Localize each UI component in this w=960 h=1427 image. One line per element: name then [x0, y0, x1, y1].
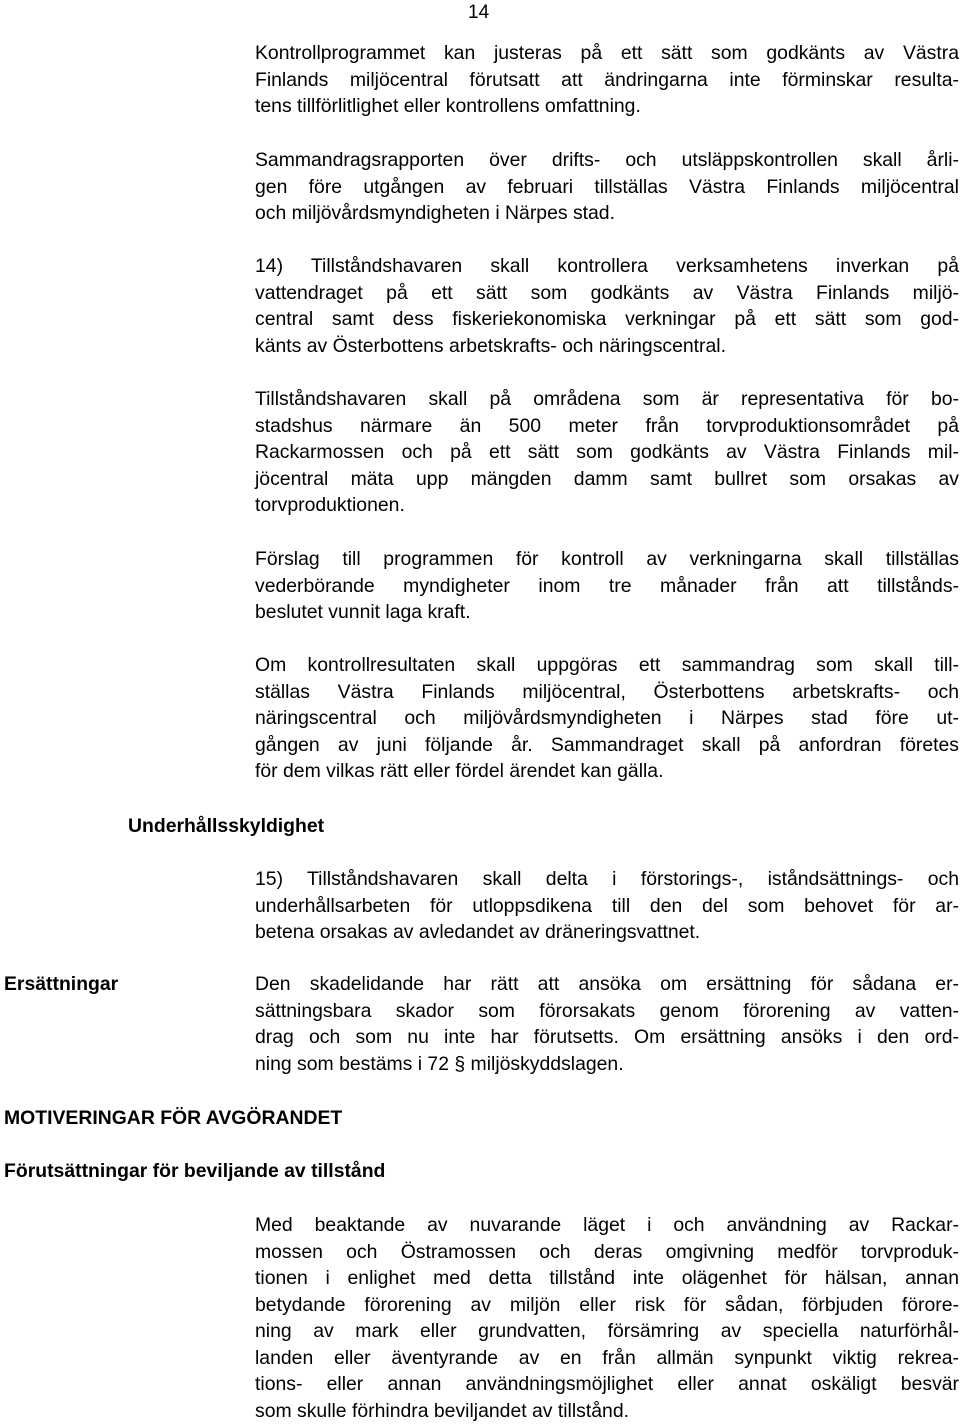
- text-line: drag och som nu inte har förutsetts. Om ersättning ansöks i den ord-: [255, 1026, 959, 1048]
- paragraph-item-14: [255, 253, 959, 359]
- text-line: tionen i enlighet med detta tillstånd inte olägenhet för hälsan, annan: [255, 1267, 959, 1289]
- section-heading-motiveringar: MOTIVERINGAR FÖR AVGÖRANDET: [4, 1107, 343, 1129]
- paragraph-forslag: [255, 546, 959, 626]
- text-line: stadshus närmare än 500 meter från torvproduktionsområdet på: [255, 414, 959, 437]
- text-line: ning som bestäms i 72 § miljöskyddslagen.: [255, 1052, 624, 1075]
- text-line: torvproduktionen.: [255, 494, 405, 516]
- text-line: Den skadelidande har rätt att ansöka om ersättning för sådana er-: [255, 973, 959, 995]
- section-heading-forutsattningar: Förutsättningar för beviljande av tillstånd: [4, 1160, 386, 1182]
- text-line: jöcentral mäta upp mängden damm samt bullret som orsakas av: [255, 467, 959, 490]
- text-line: vattendraget på ett sätt som godkänts av Västra Finlands miljö-: [255, 281, 959, 304]
- text-line: Finlands miljöcentral förutsatt att ändringarna inte förminskar resulta-: [255, 68, 959, 91]
- text-line: som skulle förhindra beviljandet av tillstånd.: [255, 1399, 629, 1422]
- text-line: central samt dess fiskeriekonomiska verkningar på ett sätt som god-: [255, 308, 959, 330]
- text-line: och miljövårdsmyndigheten i Närpes stad.: [255, 202, 615, 224]
- text-line: tens tillförlitlighet eller kontrollens omfattning.: [255, 95, 641, 117]
- paragraph-kontrollresultat: [255, 652, 959, 785]
- text-line: Kontrollprogrammet kan justeras på ett sätt som godkänts av Västra: [255, 42, 959, 64]
- text-line: sättningsbara skador som förorsakats genom förorening av vatten-: [255, 999, 959, 1022]
- text-line: Sammandragsrapporten över drifts- och utsläppskontrollen skall årli-: [255, 149, 959, 171]
- paragraph-kontrollprogram: [255, 40, 959, 120]
- text-line: ställas Västra Finlands miljöcentral, Österbottens arbetskrafts- och: [255, 680, 959, 703]
- section-heading-underhallsskyldighet: Underhållsskyldighet: [128, 815, 325, 837]
- text-line: mossen och Östramossen och deras omgivning medför torvproduk-: [255, 1240, 959, 1263]
- text-line: 14) Tillståndshavaren skall kontrollera verksamhetens inverkan på: [255, 255, 959, 277]
- text-line: betena orsakas av avledandet av dräneringsvattnet.: [255, 921, 701, 943]
- paragraph-sammandragsrapport: [255, 147, 959, 227]
- text-line: gången av juni följande år. Sammandraget skall på anfordran företes: [255, 733, 959, 756]
- text-line: landen eller äventyrande av en från allmän synpunkt viktig rekrea-: [255, 1346, 959, 1369]
- text-line: beslutet vunnit laga kraft.: [255, 601, 471, 623]
- text-line: känts av Österbottens arbetskrafts- och näringscentral.: [255, 334, 726, 357]
- text-line: ning av mark eller grundvatten, försämring av speciella naturförhål-: [255, 1320, 959, 1342]
- text-line: för dem vilkas rätt eller fördel ärendet kan gälla.: [255, 760, 664, 782]
- text-line: Förslag till programmen för kontroll av verkningarna skall tillställas: [255, 548, 959, 570]
- page-number: 14: [468, 2, 490, 23]
- text-line: underhållsarbeten för utloppsdikena till den del som behovet för ar-: [255, 894, 959, 917]
- text-line: Med beaktande av nuvarande läget i och användning av Rackar-: [255, 1214, 959, 1236]
- text-line: Tillståndshavaren skall på områdena som är representativa för bo-: [255, 388, 959, 410]
- text-line: Rackarmossen och på ett sätt som godkänts av Västra Finlands mil-: [255, 441, 959, 463]
- paragraph-med-beaktande: [255, 1212, 959, 1424]
- paragraph-ersattning: [255, 971, 959, 1077]
- section-heading-ersattningar: Ersättningar: [4, 973, 119, 995]
- text-line: vederbörande myndigheter inom tre månader från att tillstånds-: [255, 574, 959, 597]
- text-line: tions- eller annan användningsmöjlighet eller annat oskäligt besvär: [255, 1373, 959, 1395]
- text-line: näringscentral och miljövårdsmyndigheten i Närpes stad före ut-: [255, 707, 959, 729]
- text-line: Om kontrollresultaten skall uppgöras ett sammandrag som skall till-: [255, 654, 959, 676]
- paragraph-item-15: [255, 866, 959, 946]
- text-line: 15) Tillståndshavaren skall delta i förstorings-, iståndsättnings- och: [255, 868, 959, 890]
- text-line: betydande förorening av miljön eller risk för sådan, förbjuden förore-: [255, 1293, 959, 1316]
- paragraph-damm-buller: [255, 386, 959, 519]
- text-line: gen före utgången av februari tillställas Västra Finlands miljöcentral: [255, 175, 959, 198]
